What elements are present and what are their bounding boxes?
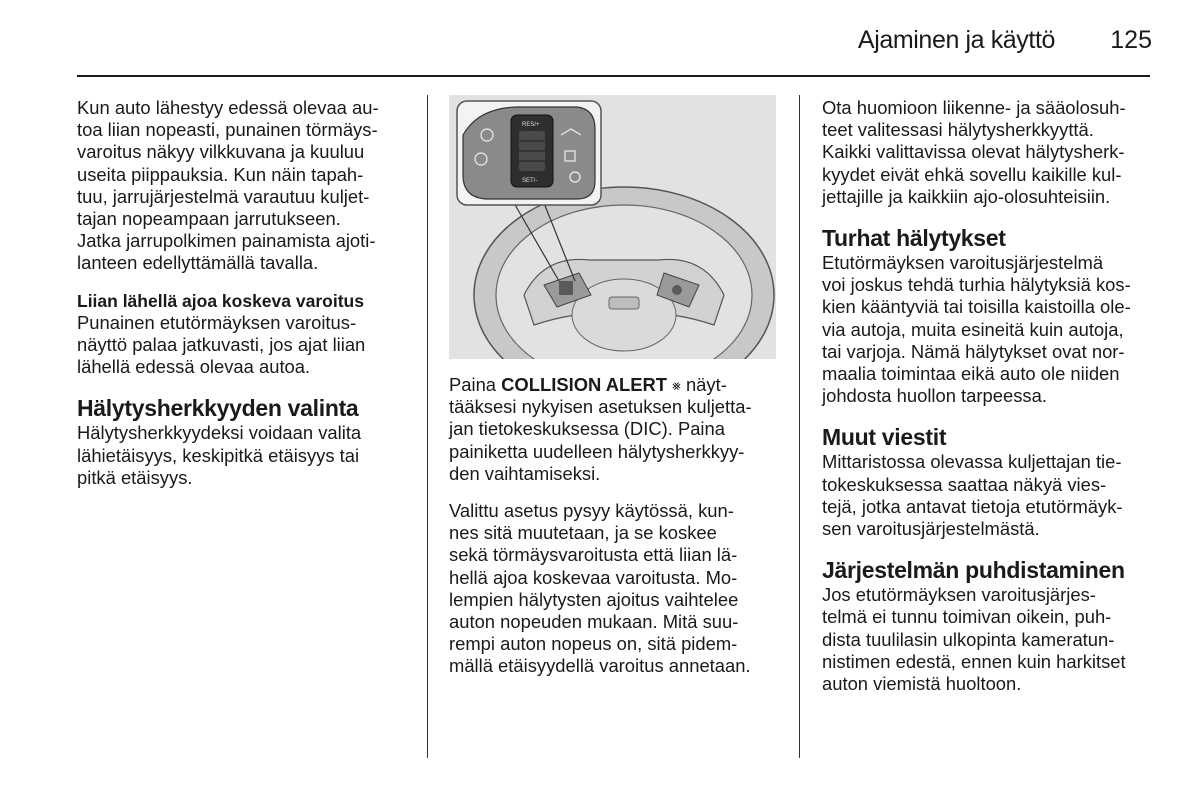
- column-1: [77, 97, 410, 489]
- col2-para2: Valittu asetus pysyy käytössä, kun- nes sitä muutetaan, ja se koskee sekä törmäysvaroitusta että liian lä- hellä ajoa koskevaa varoitusta. Mo- lempien hälytysten ajoitus vaihtelee auton nopeuden mukaan. Mitä suu- rempi auton nopeus on, sitä pidem- mällä etäisyydellä varoitus annetaan.: [449, 500, 751, 677]
- collision-alert-label: COLLISION ALERT: [501, 374, 668, 395]
- col3-para1: Ota huomioon liikenne- ja sääolosuh- teet valitessasi hälytysherkkyyttä. Kaikki valittavissa olevat hälytysherk- kyydet eivät ehkä sovellu kaikille kul- jettajille ja kaikkiin ajo-olosuhteisiin.: [822, 97, 1126, 207]
- heading-other-messages: Muut viestit: [822, 424, 947, 451]
- collision-alert-icon: ⨳: [672, 377, 681, 393]
- set-label: SET/-: [522, 178, 538, 184]
- steering-wheel-illustration: [449, 95, 776, 359]
- column-2: [449, 374, 784, 678]
- col1-para1: Kun auto lähestyy edessä olevaa au- toa liian nopeasti, punainen törmäys- varoitus näkyy vilkkuvana ja kuuluu useita piippauksia. Kun näin tapah- tuu, jarrujärjestelmä varautuu kuljet- tajan nopeampaan jarrutukseen. Jatka jarrupolkimen painamista ajoti- lanteen edellyttämällä tavalla.: [77, 97, 379, 274]
- column-divider-1: [427, 95, 428, 758]
- heading-cleaning: Järjestelmän puhdistaminen: [822, 557, 1125, 584]
- heading-sensitivity: Hälytysherkkyyden valinta: [77, 395, 359, 422]
- subheading-close-following: Liian lähellä ajoa koskeva varoitus: [77, 290, 364, 311]
- col1-para2: Punainen etutörmäyksen varoitus- näyttö palaa jatkuvasti, jos ajat liian lähellä edessä olevaa autoa.: [77, 311, 366, 378]
- col3-para4: Jos etutörmäyksen varoitusjärjes- telmä ei tunnu toimivan oikein, puh- dista tuulilasin ulkopinta kameratun- nistimen edestä, ennen kuin harkitset auton viemistä huoltoon.: [822, 584, 1126, 695]
- col2-para1: Paina COLLISION ALERT ⨳ näyt- tääksesi nykyisen asetuksen kuljetta- jan tietokeskuksessa (DIC). Paina painiketta uudelleen hälytysherkkyy- den vaihtamiseksi.: [449, 374, 752, 484]
- header-rule: [77, 75, 1150, 77]
- heading-false-alerts: Turhat hälytykset: [822, 225, 1006, 252]
- res-label: RES/+: [522, 122, 540, 128]
- column-3: [822, 97, 1157, 695]
- header-title: Ajaminen ja käyttö: [857, 26, 1055, 54]
- page-number: 125: [1110, 26, 1152, 54]
- col3-para3: Mittaristossa olevassa kuljettajan tie- tokeskuksessa saattaa näkyä vies- tejä, jotka antavat tietoja etutörmäyk- sen varoitusjärjestelmästä.: [822, 451, 1123, 540]
- column-divider-2: [799, 95, 800, 758]
- col3-para2: Etutörmäyksen varoitusjärjestelmä voi joskus tehdä turhia hälytyksiä kos- kien kääntyviä tai toisilla kaistoilla ole- via autoja, muita esineitä kuin autoja, tai varjoja. Nämä hälytykset ovat nor- maalia toimintaa eikä auto ole niiden johdosta huollon tarpeessa.: [822, 252, 1131, 407]
- steering-wheel-figure: [449, 95, 776, 359]
- col1-para3: Hälytysherkkyydeksi voidaan valita lähietäisyys, keskipitkä etäisyys tai pitkä etäisyys.: [77, 422, 362, 488]
